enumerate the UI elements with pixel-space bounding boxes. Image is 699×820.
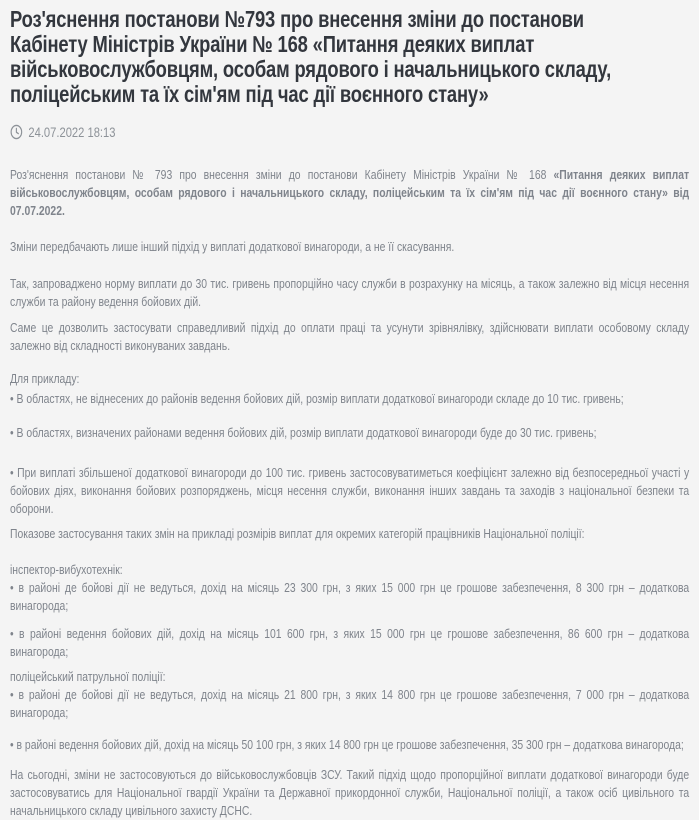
bullet-oblast-30k: • В областях, визначених районами ведення бойових дій, розмір виплати додаткової винагороди буде до 30 тис. гривень; xyxy=(10,425,597,440)
paragraph-intro xyxy=(10,166,689,220)
clock-icon xyxy=(10,124,23,140)
paragraph-norm: Так, запроваджено норму виплати до 30 тис. гривень пропорційно часу служби в розрахунку на місяць, а також залежно від місця несення служби та району ведення бойових дій. xyxy=(10,276,690,309)
article-title-line: Роз'яснення постанови №793 про внесення зміни до постанови xyxy=(10,6,584,32)
paragraph-fair-approach: Саме це дозволить застосувати справедливий підхід до оплати праці та усунути зрівнялівку, здійснювати виплати особовому складу залежно від складності виконуваних завдань. xyxy=(10,320,690,353)
article-title-line: військовослужбовцям, особам рядового і начальницького складу, xyxy=(10,56,612,82)
article-title-line: поліцейським та їх сім'ям під час дії воєнного стану» xyxy=(10,81,489,107)
bullet-100k-coefficient: • При виплаті збільшеної додаткової винагороди до 100 тис. гривень застосовуватиметься коефіцієнт залежно від безпосередньої участі у бойових діях, виконання бойових розпоряджень, місця несення служби, виконання інших завдань та заходів з національної безпеки та оборони. xyxy=(10,465,690,516)
paragraph-intro-bold: «Питання деяких виплат військовослужбовцям, особам рядового і начальницького складу, поліцейським та їх сім'ям під час дії воєнного стану» від 07.07.2022. xyxy=(10,167,690,218)
label-patrol-officer: поліцейський патрульної поліції: xyxy=(10,669,166,684)
bullet-patrol-combat-area: • в районі ведення бойових дій, дохід на місяць 50 100 грн, з яких 14 800 грн це грошове забезпечення, 35 300 грн – додаткова винагорода; xyxy=(10,737,684,752)
bullet-inspector-quiet-area: • в районі де бойові дії не ведуться, дохід на місяць 23 300 грн, з яких 15 000 грн це грошове забезпечення, 8 300 грн – додаткова винагорода; xyxy=(10,580,690,613)
paragraph-changes: Зміни передбачають лише інший підхід у виплаті додаткової винагороди, а не її скасування. xyxy=(10,239,455,254)
article-title-line: Кабінету Міністрів України № 168 «Питання деяких виплат xyxy=(10,31,535,57)
publish-info xyxy=(10,124,689,140)
paragraph-final: На сьогодні, зміни не застосовуються до військовослужбовців ЗСУ. Такий підхід щодо пропорційної виплати додаткової винагороди буде застосовуватись для Національної гвардії України та Державної прикордонної служби, Національної поліції, а також осіб цивільного та начальницького складу цивільного захисту ДСНС. xyxy=(10,767,690,818)
article-content xyxy=(10,7,689,820)
bullet-patrol-quiet-area: • в районі де бойові дії не ведуться, дохід на місяць 21 800 грн, з яких 14 800 грн це грошове забезпечення, 7 000 грн – додаткова винагорода; xyxy=(10,687,690,720)
bullet-inspector-combat-area: • в районі ведення бойових дій, дохід на місяць 101 600 грн, з яких 15 000 грн це грошове забезпечення, 86 600 грн – додаткова винагорода; xyxy=(10,626,690,659)
article-body xyxy=(10,166,689,820)
bullet-oblast-10k: • В областях, не віднесених до районів ведення бойових дій, розмір виплати додаткової винагороди складе до 10 тис. гривень; xyxy=(10,391,624,406)
article-title xyxy=(10,7,689,107)
label-example: Для прикладу: xyxy=(10,371,80,386)
paragraph-showcase: Показове застосування таких змін на прикладі розмірів виплат для окремих категорій працівників Національної поліції: xyxy=(10,526,585,541)
publish-datetime: 24.07.2022 18:13 xyxy=(28,124,116,140)
label-inspector: інспектор-вибухотехнік: xyxy=(10,562,123,577)
paragraph-intro-regular: Роз'яснення постанови № 793 про внесення зміни до постанови Кабінету Міністрів України № 168 xyxy=(10,167,554,182)
